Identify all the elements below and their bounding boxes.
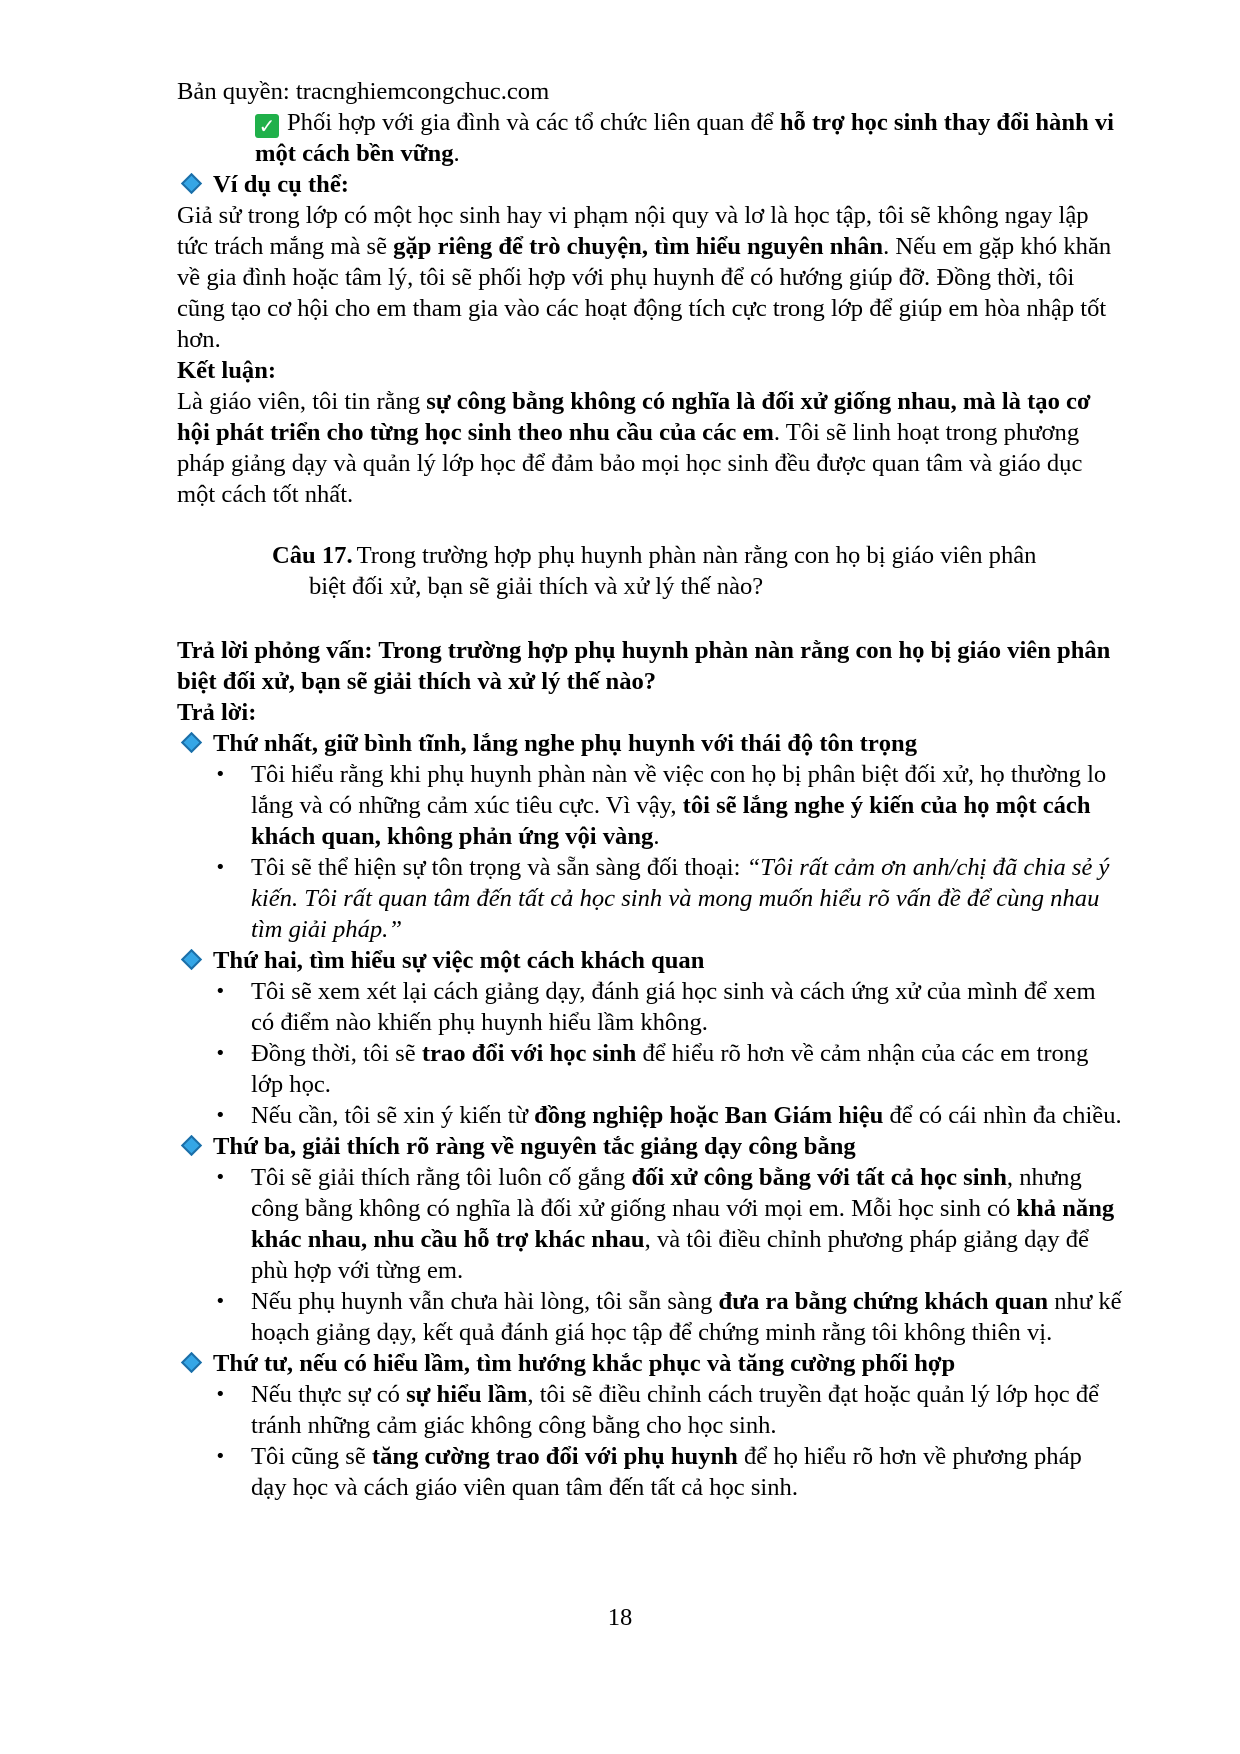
question-text-line2: biệt đối xử, bạn sẽ giải thích và xử lý thế nào? — [309, 573, 764, 600]
copyright-line: Bản quyền: tracnghiemcongchuc.com — [177, 78, 550, 105]
check-icon: ✓ — [255, 114, 279, 138]
list-item: • Đồng thời, tôi sẽ trao đổi với học sinh để hiểu rõ hơn về cảm nhận của các em trong lớp học. — [251, 1038, 1122, 1100]
list-item: • Tôi sẽ xem xét lại cách giảng dạy, đánh giá học sinh và cách ứng xử của mình để xem có điểm nào khiến phụ huynh hiểu lầm không. — [251, 976, 1122, 1038]
list-item: • Tôi sẽ thể hiện sự tôn trọng và sẵn sàng đối thoại: “Tôi rất cảm ơn anh/chị đã chia sẻ ý kiến. Tôi rất quan tâm đến tất cả học sinh và mong muốn hiểu rõ vấn đề để cùng nhau tìm giải pháp.” — [251, 852, 1122, 945]
section-title: Thứ tư, nếu có hiểu lầm, tìm hướng khắc phục và tăng cường phối hợp — [177, 1348, 1122, 1379]
check-item: ✓ Phối hợp với gia đình và các tổ chức liên quan để hỗ trợ học sinh thay đổi hành vi một cách bền vững. — [255, 109, 1114, 167]
answer-heading: Trả lời phỏng vấn: Trong trường hợp phụ huynh phàn nàn rằng con họ bị giáo viên phân biệt đối xử, bạn sẽ giải thích và xử lý thế nào? — [177, 637, 1111, 695]
list-item: • Nếu thực sự có sự hiểu lầm, tôi sẽ điều chỉnh cách truyền đạt hoặc quản lý lớp học để tránh những cảm giác không công bằng cho học sinh. — [251, 1379, 1122, 1441]
bullet-list — [177, 759, 1122, 945]
question-number: Câu 17. — [272, 542, 353, 569]
diamond-icon — [181, 1352, 202, 1373]
example-heading: Ví dụ cụ thể: — [177, 169, 1122, 200]
conclusion-paragraph: Là giáo viên, tôi tin rằng sự công bằng không có nghĩa là đối xử giống nhau, mà là tạo cơ hội phát triển cho từng học sinh theo nhu cầu của các em. Tôi sẽ linh hoạt trong phương pháp giảng dạy và quản lý lớp học để đảm bảo mọi học sinh đều được quan tâm và giáo dục một cách tốt nhất. — [177, 388, 1091, 508]
page-number: 18 — [607, 1604, 633, 1631]
question-17 — [177, 540, 1122, 602]
list-item: • Tôi sẽ giải thích rằng tôi luôn cố gắng đối xử công bằng với tất cả học sinh, nhưng công bằng không có nghĩa là đối xử giống nhau với mọi em. Mỗi học sinh có khả năng khác nhau, nhu cầu hỗ trợ khác nhau, và tôi điều chỉnh phương pháp giảng dạy để phù hợp với từng em. — [251, 1162, 1122, 1286]
list-item: • Tôi cũng sẽ tăng cường trao đổi với phụ huynh để họ hiểu rõ hơn về phương pháp dạy học và cách giáo viên quan tâm đến tất cả học sinh. — [251, 1441, 1122, 1503]
answer-label: Trả lời: — [177, 699, 257, 726]
list-item: • Tôi hiểu rằng khi phụ huynh phàn nàn về việc con họ bị phân biệt đối xử, họ thường lo lắng và có những cảm xúc tiêu cực. Vì vậy, tôi sẽ lắng nghe ý kiến của họ một cách khách quan, không phản ứng vội vàng. — [251, 759, 1122, 852]
bullet-list — [177, 976, 1122, 1131]
list-item: • Nếu cần, tôi sẽ xin ý kiến từ đồng nghiệp hoặc Ban Giám hiệu để có cái nhìn đa chiều. — [251, 1100, 1122, 1131]
section-title: Thứ hai, tìm hiểu sự việc một cách khách quan — [177, 945, 1122, 976]
diamond-icon — [181, 732, 202, 753]
diamond-icon — [181, 1135, 202, 1156]
list-item: • Nếu phụ huynh vẫn chưa hài lòng, tôi sẵn sàng đưa ra bằng chứng khách quan như kế hoạch giảng dạy, kết quả đánh giá học tập để chứng minh rằng tôi không thiên vị. — [251, 1286, 1122, 1348]
conclusion-heading: Kết luận: — [177, 357, 277, 384]
question-text-line1: Trong trường hợp phụ huynh phàn nàn rằng con họ bị giáo viên phân — [356, 542, 1037, 569]
page-content — [177, 76, 1122, 1503]
section-title: Thứ ba, giải thích rõ ràng về nguyên tắc giảng dạy công bằng — [177, 1131, 1122, 1162]
bullet-list — [177, 1162, 1122, 1348]
diamond-icon — [181, 173, 202, 194]
example-paragraph: Giả sử trong lớp có một học sinh hay vi phạm nội quy và lơ là học tập, tôi sẽ không ngay lập tức trách mắng mà sẽ gặp riêng để trò chuyện, tìm hiểu nguyên nhân. Nếu em gặp khó khăn về gia đình hoặc tâm lý, tôi sẽ phối hợp với phụ huynh để có hướng giúp đỡ. Đồng thời, tôi cũng tạo cơ hội cho em tham gia vào các hoạt động tích cực trong lớp để giúp em hòa nhập tốt hơn. — [177, 202, 1112, 353]
diamond-icon — [181, 949, 202, 970]
bullet-list — [177, 1379, 1122, 1503]
section-title: Thứ nhất, giữ bình tĩnh, lắng nghe phụ huynh với thái độ tôn trọng — [177, 728, 1122, 759]
